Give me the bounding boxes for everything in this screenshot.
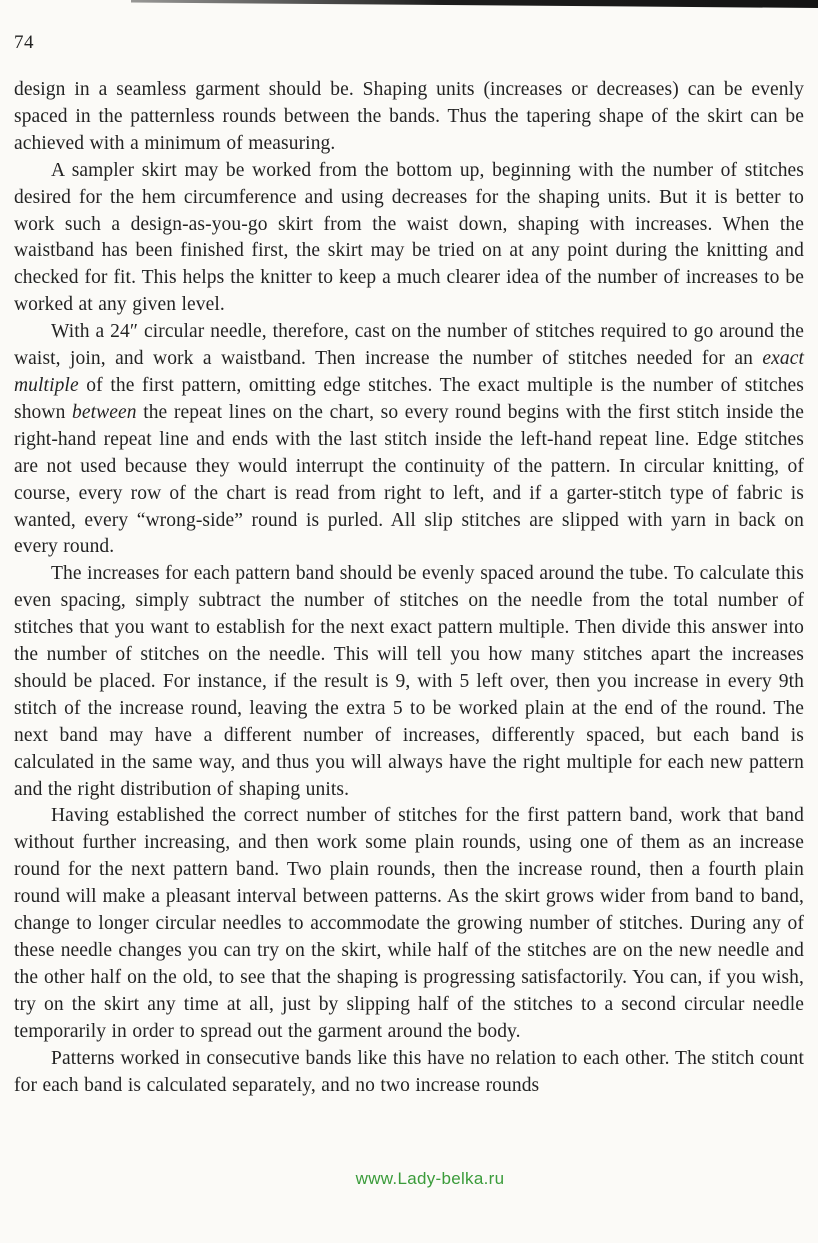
paragraph-established-stitches <box>14 803 804 1045</box>
italic-phrase-exact-multiple: exact multiple <box>14 348 804 396</box>
paragraph-consecutive-bands <box>14 1046 804 1100</box>
paragraph-text: Having established the correct number of stitches for the first pattern band, work that band without further increasing, and then work some plain rounds, using one of them as an increase round for the next pattern band. Two plain rounds, then the increase round, then a fourth plain round will make a pleasant interval between patterns. As the skirt grows wider from band to band, change to longer circular needles to accommodate the growing number of stitches. During any of these needle changes you can try on the skirt, while half of the stitches are on the new needle and the other half on the old, to see that the shaping is progressing satisfactorily. You can, if you wish, try on the skirt any time at all, just by slipping half of the stitches to a second circular needle temporarily in order to spread out the garment around the body. <box>14 805 804 1042</box>
paragraph-continuation <box>14 77 804 158</box>
watermark-url: www.Lady-belka.ru <box>355 1169 505 1188</box>
body-text <box>14 77 804 1099</box>
paragraph-text: With a 24″ circular needle, therefore, cast on the number of stitches required to go around the waist, join, and work a waistband. Then increase the number of stitches needed for an <box>14 321 804 370</box>
paragraph-increases-spacing <box>14 561 804 803</box>
page-number: 74 <box>14 32 34 53</box>
scanner-edge-band <box>131 0 818 8</box>
paragraph-circular-needle <box>14 319 804 561</box>
paragraph-text: the repeat lines on the chart, so every round begins with the first stitch inside the right-hand repeat line and ends with the last stitch inside the left-hand repeat line. Edge stitches are not used because they would interrupt the continuity of the pattern. In circular knitting, of course, every row of the chart is read from right to left, and if a garter-stitch type of fabric is wanted, every “wrong-side” round is purled. All slip stitches are slipped with yarn in back on every round. <box>14 401 804 558</box>
paragraph-text: A sampler skirt may be worked from the bottom up, beginning with the number of stitches desired for the hem circumference and using decreases for the shaping units. But it is better to work such a design-as-you-go skirt from the waist down, shaping with increases. When the waistband has been finished first, the skirt may be tried on at any point during the knitting and checked for fit. This helps the knitter to keep a much clearer idea of the number of increases to be worked at any given level. <box>14 159 804 316</box>
italic-phrase-between: between <box>72 401 137 423</box>
paragraph-sampler-skirt <box>14 158 804 319</box>
paragraph-text: The increases for each pattern band should be evenly spaced around the tube. To calculate this even spacing, simply subtract the number of stitches on the needle from the total number of stitches that you want to establish for the next exact pattern multiple. Then divide this answer into the number of stitches on the needle. This will tell you how many stitches apart the increases should be placed. For instance, if the result is 9, with 5 left over, then you increase in every 9th stitch of the increase round, leaving the extra 5 to be worked plain at the end of the round. The next band may have a different number of increases, differently spaced, but each band is calculated in the same way, and thus you will always have the right multiple for each new pattern and the right distribution of shaping units. <box>14 563 804 800</box>
paragraph-text: design in a seamless garment should be. Shaping units (increases or decreases) can be evenly spaced in the patternless rounds between the bands. Thus the tapering shape of the skirt can be achieved with a minimum of measuring. <box>14 79 804 154</box>
paragraph-text: of the first pattern, omitting edge stitches. The exact multiple is the number of stitches shown <box>14 374 804 423</box>
paragraph-text: Patterns worked in consecutive bands like this have no relation to each other. The stitch count for each band is calculated separately, and no two increase rounds <box>14 1047 804 1096</box>
